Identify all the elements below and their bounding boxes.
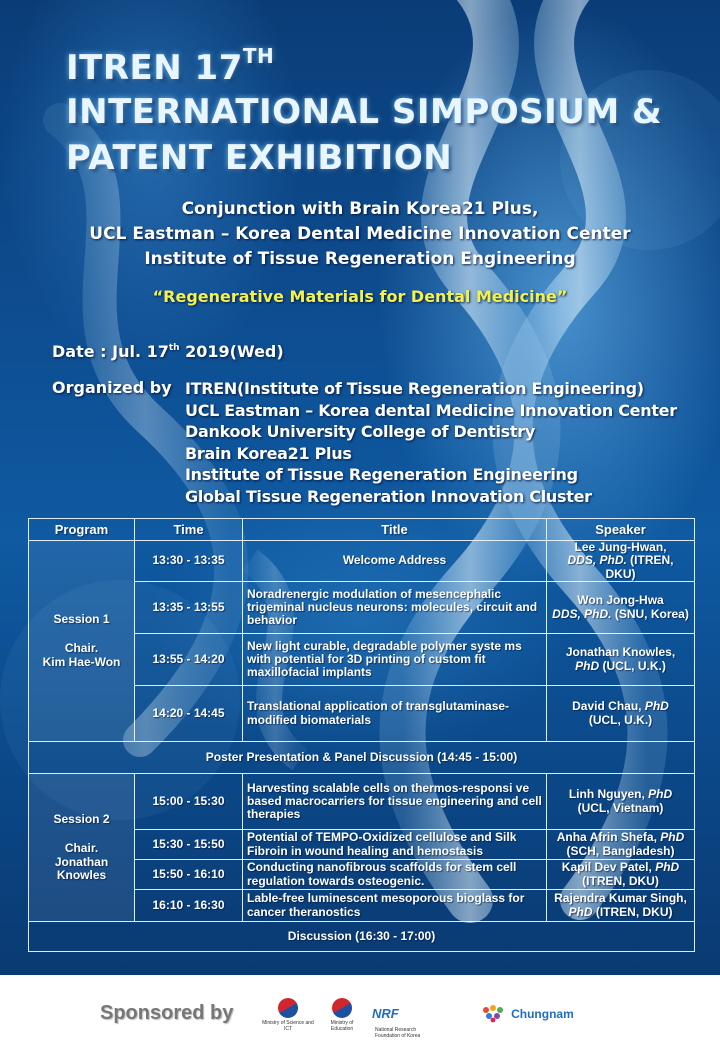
time-cell: 13:30 - 13:35 bbox=[135, 541, 243, 582]
organized-by-label: Organized by bbox=[52, 378, 172, 397]
taeguk-emblem-icon bbox=[328, 994, 355, 1021]
session-1-name: Session 1 bbox=[53, 612, 110, 626]
table-header-row bbox=[29, 519, 695, 541]
flower-icon bbox=[480, 1005, 506, 1023]
organizer-item: Brain Korea21 Plus bbox=[185, 443, 352, 463]
title-cell: Noradrenergic modulation of mesencephalic trigeminal nucleus neurons: molecules, circuit and behavior bbox=[243, 582, 547, 634]
time-cell: 15:30 - 15:50 bbox=[135, 830, 243, 860]
program-table bbox=[28, 518, 695, 952]
table-row bbox=[29, 774, 695, 830]
time-cell: 16:10 - 16:30 bbox=[135, 890, 243, 922]
speaker-cell: Linh Nguyen, PhD (UCL, Vietnam) bbox=[547, 774, 695, 830]
time-cell: 15:00 - 15:30 bbox=[135, 774, 243, 830]
subtitle-line-3: Institute of Tissue Regeneration Engineering bbox=[144, 249, 576, 269]
event-date: Date : Jul. 17th 2019(Wed) bbox=[52, 342, 284, 361]
time-cell: 13:55 - 14:20 bbox=[135, 634, 243, 686]
poster-discussion-cell: Poster Presentation & Panel Discussion (14:45 - 15:00) bbox=[29, 742, 695, 774]
organizer-item: ITREN(Institute of Tissue Regeneration Engineering) bbox=[185, 379, 644, 398]
session-1-chair-name: Kim Hae-Won bbox=[42, 654, 121, 669]
session-1-chair-label: Chair. bbox=[64, 641, 99, 656]
title-line-1: ITREN 17TH bbox=[66, 44, 275, 88]
speaker-cell: David Chau, PhD (UCL, U.K.) bbox=[547, 686, 695, 742]
session-2-cell bbox=[29, 774, 135, 922]
title-cell: Lable-free luminescent mesoporous bioglass for cancer theranostics bbox=[243, 890, 547, 922]
organizer-item: UCL Eastman – Korea dental Medicine Innovation Center bbox=[185, 400, 677, 420]
msit-logo: Ministry of Science and ICT bbox=[258, 998, 318, 1032]
organizer-list bbox=[185, 378, 677, 508]
title-cell: New light curable, degradable polymer syste ms with potential for 3D printing of custom fit maxillofacial implants bbox=[243, 634, 547, 686]
session-2-chair-label: Chair. bbox=[64, 841, 99, 856]
speaker-cell: Lee Jung-Hwan, DDS, PhD. (ITREN, DKU) bbox=[547, 541, 695, 582]
table-row bbox=[29, 541, 695, 582]
time-cell: 15:50 - 16:10 bbox=[135, 860, 243, 890]
organizer-item: Global Tissue Regeneration Innovation Cluster bbox=[185, 486, 592, 506]
title-line-3: PATENT EXHIBITION bbox=[66, 138, 453, 178]
speaker-cell: Anha Afrin Shefa, PhD (SCH, Bangladesh) bbox=[547, 830, 695, 860]
title-cell: Potential of TEMPO-Oxidized cellulose and Silk Fibroin in wound healing and hemostasis bbox=[243, 830, 547, 860]
header-title: Title bbox=[243, 519, 547, 541]
session-2-chair-name: Jonathan Knowles bbox=[54, 854, 109, 883]
speaker-cell: Rajendra Kumar Singh, PhD (ITREN, DKU) bbox=[547, 890, 695, 922]
title-line-2: INTERNATIONAL SIMPOSIUM & bbox=[66, 92, 663, 132]
organizer-item: Institute of Tissue Regeneration Engineering bbox=[185, 465, 578, 485]
organizer-item: Dankook University College of Dentistry bbox=[185, 422, 535, 442]
taeguk-emblem-icon bbox=[274, 994, 301, 1021]
header-speaker: Speaker bbox=[547, 519, 695, 541]
title-cell: Translational application of transglutaminase-modified biomaterials bbox=[243, 686, 547, 742]
speaker-cell: Kapil Dev Patel, PhD (ITREN, DKU) bbox=[547, 860, 695, 890]
header-time: Time bbox=[135, 519, 243, 541]
symposium-theme: “Regenerative Materials for Dental Medicine” bbox=[152, 287, 568, 306]
discussion-row bbox=[29, 922, 695, 952]
title-cell: Welcome Address bbox=[243, 541, 547, 582]
session-1-cell bbox=[29, 541, 135, 742]
time-cell: 13:35 - 13:55 bbox=[135, 582, 243, 634]
subtitle-line-1: Conjunction with Brain Korea21 Plus, bbox=[181, 199, 539, 219]
discussion-cell: Discussion (16:30 - 17:00) bbox=[29, 922, 695, 952]
nrf-logo: NRF National Research Foundation of Korea bbox=[372, 1006, 421, 1039]
sponsored-by-label: Sponsored by bbox=[100, 1002, 234, 1024]
subtitle-line-2: UCL Eastman – Korea Dental Medicine Innovation Center bbox=[89, 224, 631, 244]
speaker-cell: Jonathan Knowles, PhD (UCL, U.K.) bbox=[547, 634, 695, 686]
session-2-name: Session 2 bbox=[53, 811, 110, 826]
chungnam-logo: Chungnam bbox=[480, 1003, 580, 1023]
speaker-cell: Won Jong-Hwa DDS, PhD. (SNU, Korea) bbox=[547, 582, 695, 634]
title-cell: Harvesting scalable cells on thermos-responsi ve based macrocarriers for tissue engineering and cell therapies bbox=[243, 774, 547, 830]
time-cell: 14:20 - 14:45 bbox=[135, 686, 243, 742]
title-cell: Conducting nanofibrous scaffolds for stem cell regulation towards osteogenic. bbox=[243, 860, 547, 890]
moe-logo: Ministry of Education bbox=[322, 998, 362, 1032]
header-program: Program bbox=[29, 519, 135, 541]
poster-discussion-row bbox=[29, 742, 695, 774]
